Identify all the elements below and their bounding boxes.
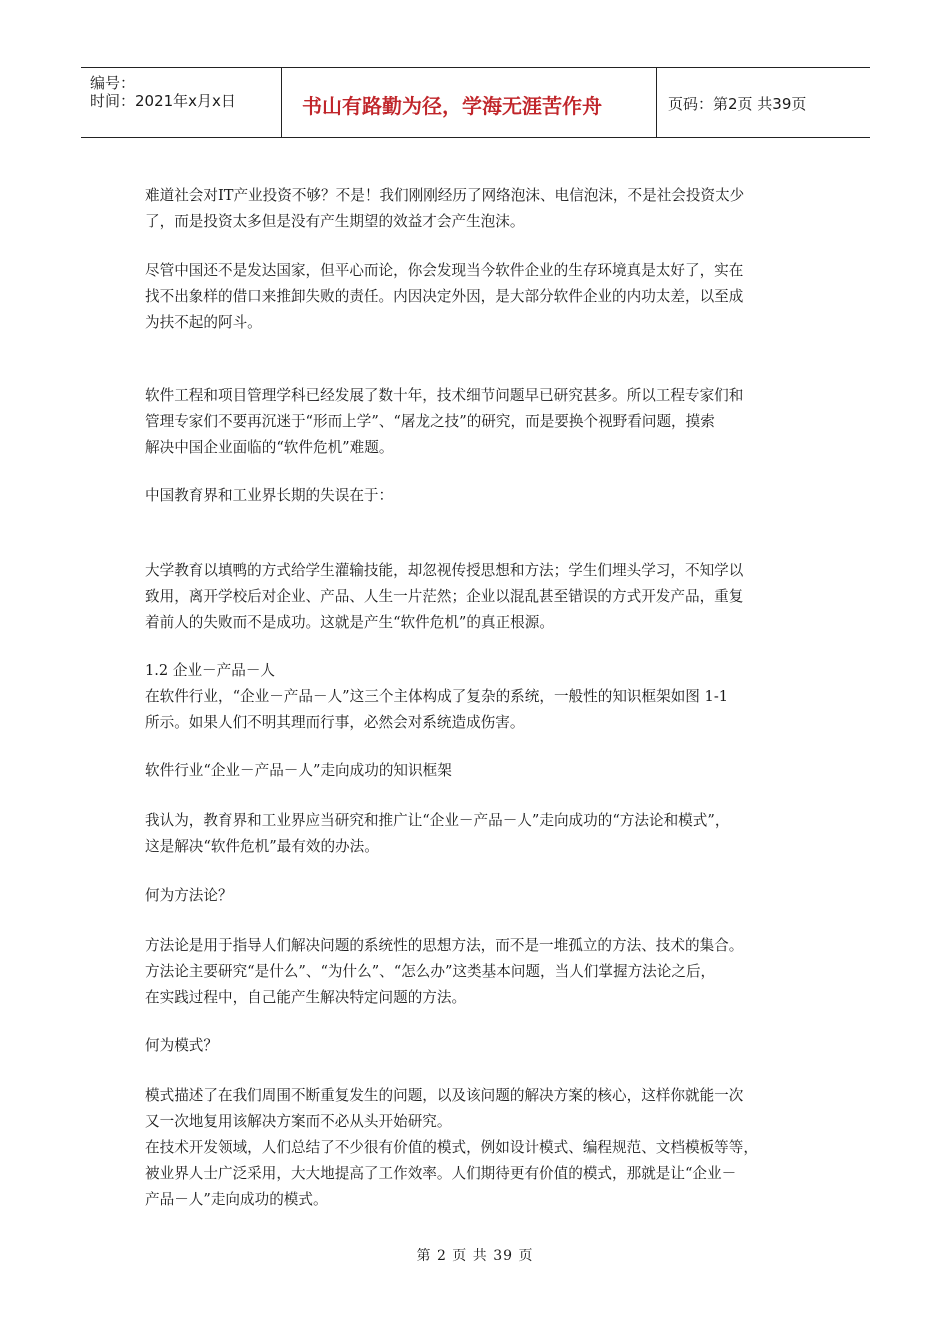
header-motto-cell [282,68,657,137]
header-info-cell [81,68,282,137]
page-label: 页码：第2页 共39页 [668,95,807,113]
paragraph [145,1033,810,1059]
text-line: 在技术开发领域，人们总结了不少很有价值的模式，例如设计模式、编程规范、文档模板等等， [145,1139,758,1156]
paragraph [145,383,810,461]
time-label: 时间：2021年x月x日 [90,92,236,110]
text-line: 模式描述了在我们周围不断重复发生的问题，以及该问题的解决方案的核心，这样你就能一次 [145,1087,744,1104]
text-line: 在实践过程中，自己能产生解决特定问题的方法。 [145,989,467,1006]
paragraph [145,483,810,509]
text-line: 所示。如果人们不明其理而行事，必然会对系统造成伤害。 [145,714,525,731]
paragraph [145,658,810,736]
text-line: 软件行业“企业－产品－人”走向成功的知识框架 [145,762,452,779]
text-line: 大学教育以填鸭的方式给学生灌输技能，却忽视传授思想和方法；学生们埋头学习，不知学以 [145,562,744,579]
text-line: 方法论主要研究“是什么”、“为什么”、“怎么办”这类基本问题，当人们掌握方法论之后， [145,963,716,980]
text-line: 软件工程和项目管理学科已经发展了数十年，技术细节问题早已研究甚多。所以工程专家们和 [145,387,744,404]
paragraph [145,558,810,636]
text-line: 管理专家们不要再沉迷于“形而上学”、“屠龙之技”的研究，而是要换个视野看问题，摸索 [145,413,715,430]
text-line: 我认为，教育界和工业界应当研究和推广让“企业－产品－人”走向成功的“方法论和模式”， [145,812,730,829]
paragraph [145,183,810,235]
header-page-cell [657,68,870,137]
number-label: 编号： [90,74,136,92]
text-line: 在软件行业，“企业－产品－人”这三个主体构成了复杂的系统，一般性的知识框架如图 1-1 [145,688,729,705]
text-line: 何为方法论？ [145,887,233,904]
text-line: 为扶不起的阿斗。 [145,314,262,331]
text-line: 着前人的失败而不是成功。这就是产生“软件危机”的真正根源。 [145,614,554,631]
text-line: 中国教育界和工业界长期的失误在于： [145,487,394,504]
text-line: 了，而是投资太多但是没有产生期望的效益才会产生泡沫。 [145,213,525,230]
text-line: 尽管中国还不是发达国家，但平心而论，你会发现当今软件企业的生存环境真是太好了，实在 [145,262,744,279]
paragraph [145,883,810,909]
text-line: 致用，离开学校后对企业、产品、人生一片茫然；企业以混乱甚至错误的方式开发产品，重复 [145,588,744,605]
paragraph [145,758,810,784]
page-footer: 第 2 页 共 39 页 [416,1248,534,1264]
text-line: 被业界人士广泛采用，大大地提高了工作效率。人们期待更有价值的模式，那就是让“企业－ [145,1165,737,1182]
text-line: 1.2 企业－产品－人 [145,662,276,679]
text-line: 何为模式？ [145,1037,218,1054]
paragraph [145,808,810,860]
text-line: 找不出象样的借口来推卸失败的责任。内因决定外因，是大部分软件企业的内功太差，以至成 [145,288,744,305]
text-line: 产品－人”走向成功的模式。 [145,1191,328,1208]
text-line: 又一次地复用该解决方案而不必从头开始研究。 [145,1113,452,1130]
text-line: 这是解决“软件危机”最有效的办法。 [145,838,379,855]
document-header [81,67,870,138]
motto: 书山有路勤为径，学海无涯苦作舟 [302,94,602,118]
text-line: 难道社会对IT产业投资不够？不是！我们刚刚经历了网络泡沫、电信泡沫，不是社会投资太少 [145,187,745,204]
text-line: 解决中国企业面临的“软件危机”难题。 [145,439,394,456]
paragraph [145,258,810,336]
paragraph [145,1083,810,1213]
text-line: 方法论是用于指导人们解决问题的系统性的思想方法，而不是一堆孤立的方法、技术的集合。 [145,937,744,954]
paragraph [145,933,810,1011]
